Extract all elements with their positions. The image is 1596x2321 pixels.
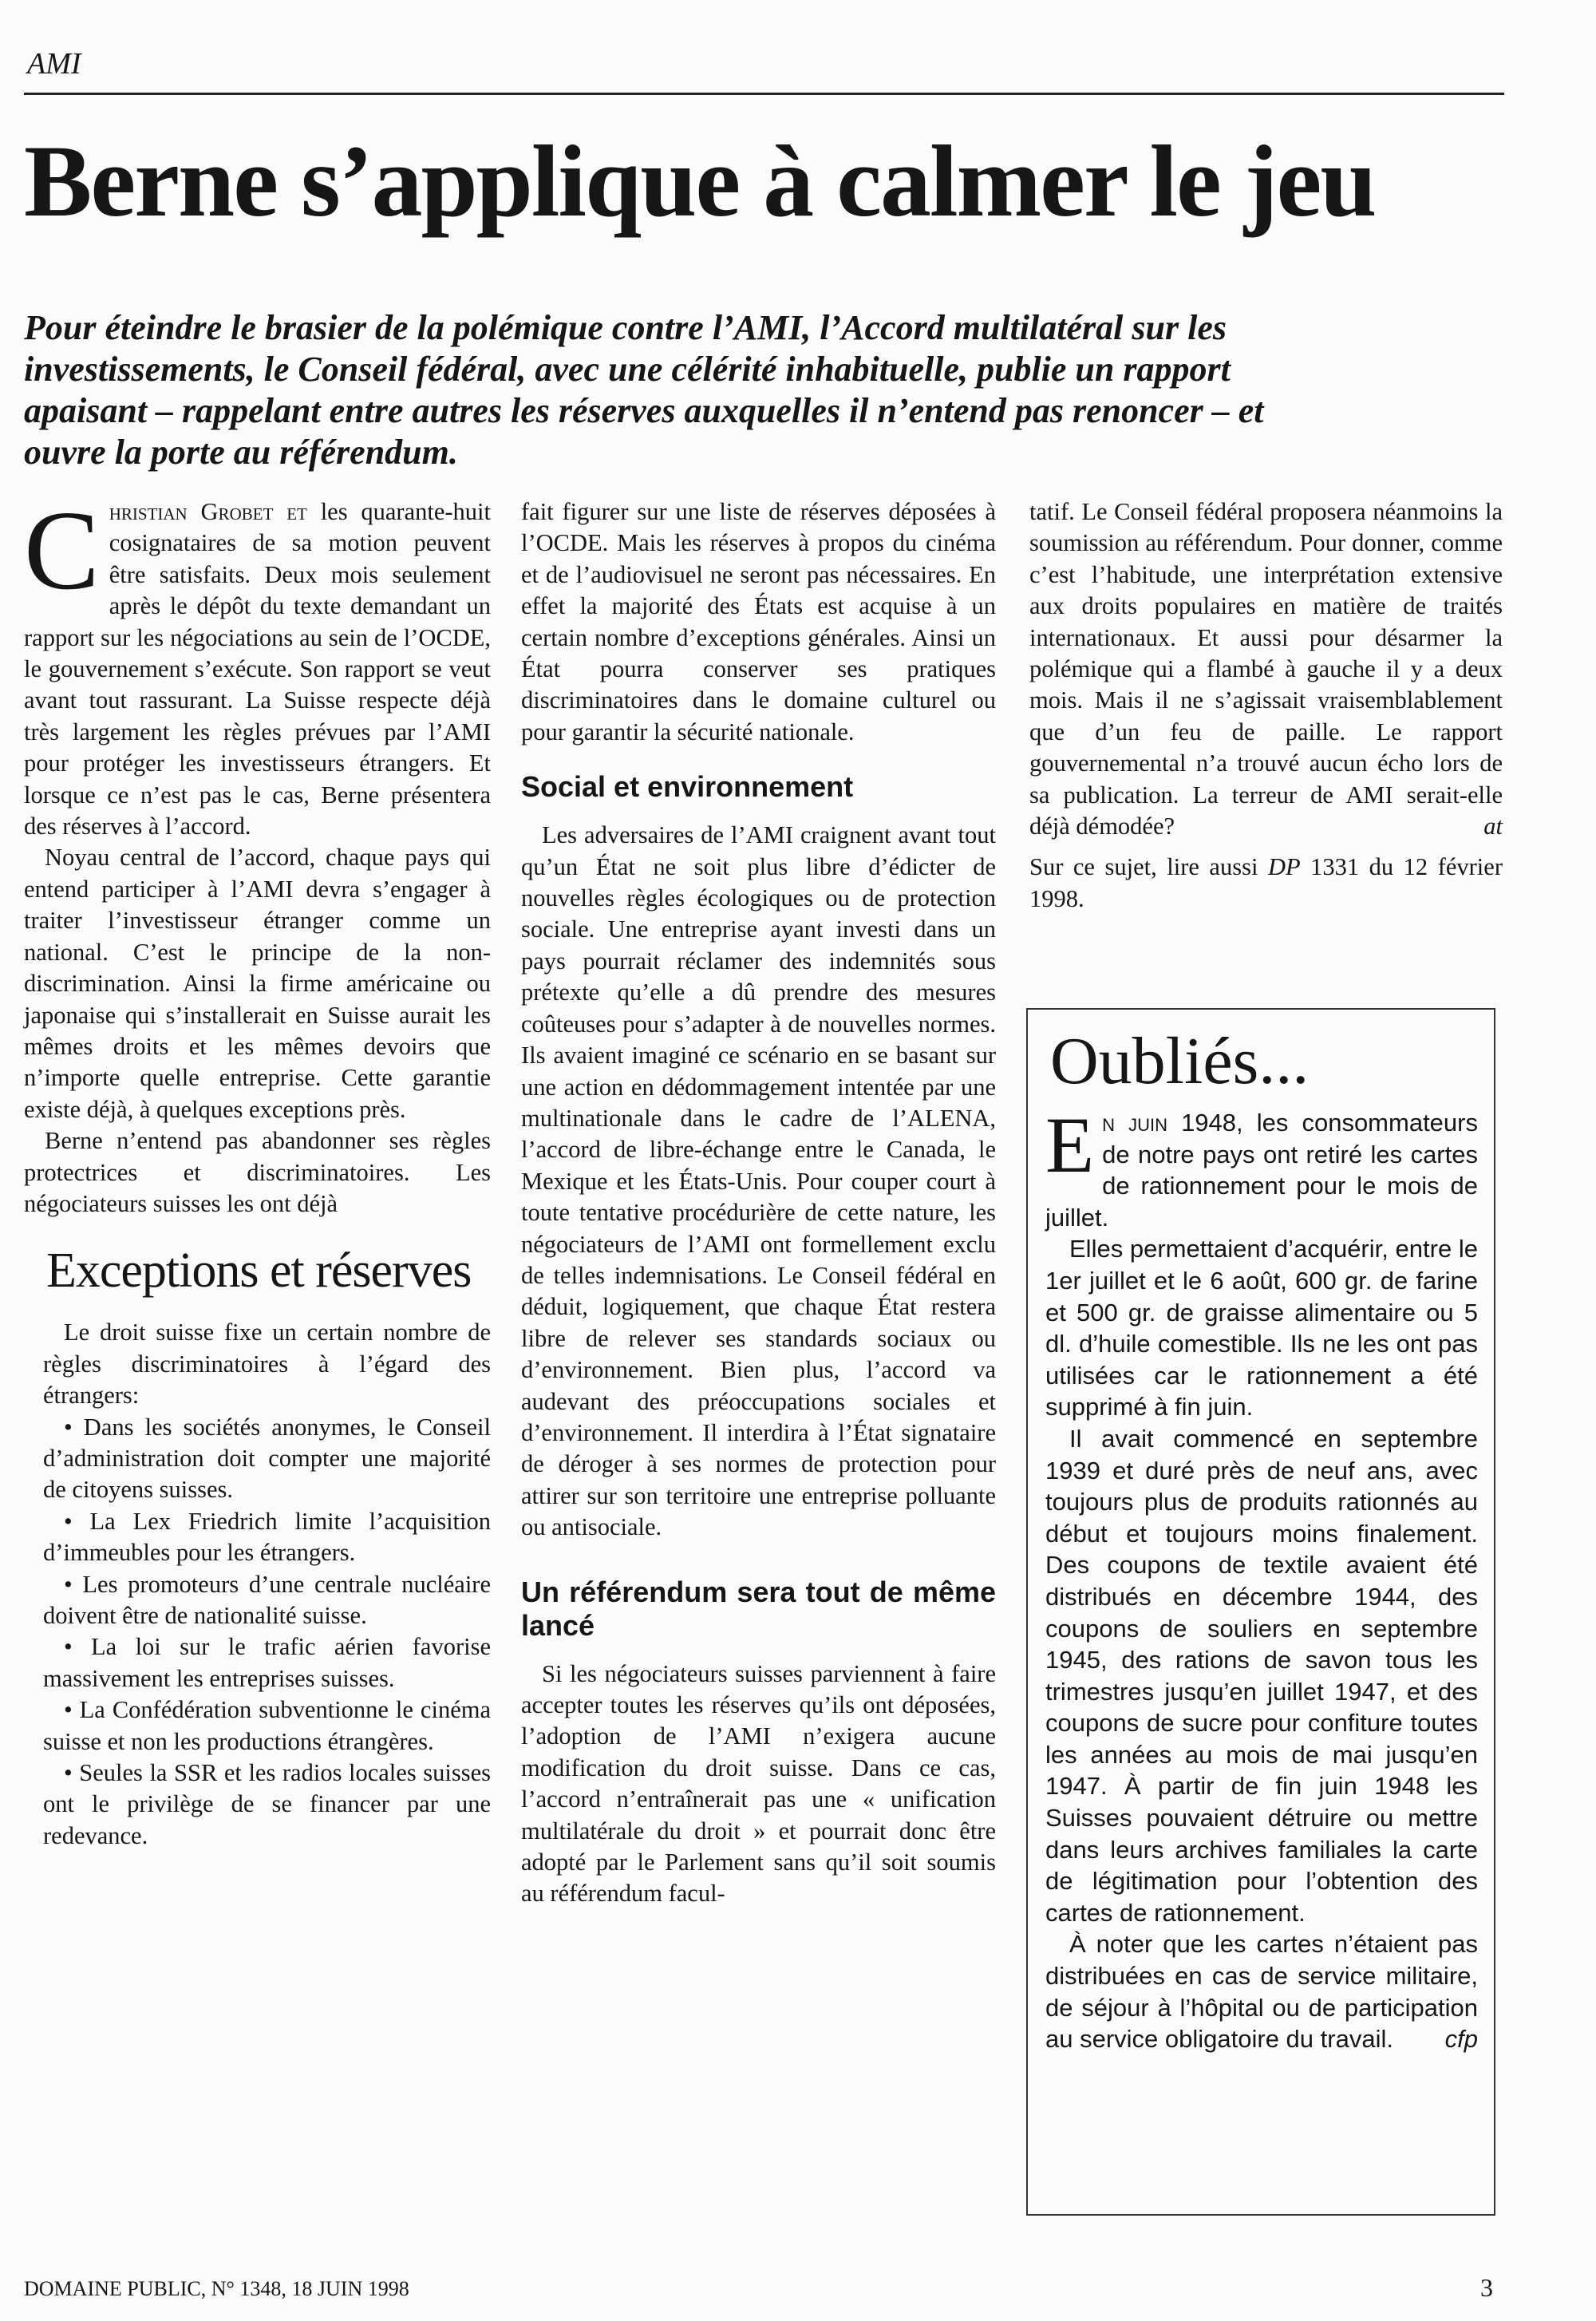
article-paragraph-5-continued-text: tatif. Le Conseil fédéral proposera néanmoins la soumission au référendum. Pour donner, comme c’est l’habitude, une interprétation extensive aux droits populaires en matière de traités internationaux. Et aussi pour désarmer la polémique qui a flambé à gauche il y a deux mois. Mais il ne s’agissait vraisemblablement que d’un feu de paille. Le rapport gouvernemental n’a trouvé aucun écho lors de sa publication. La terreur de AMI serait-elle déjà démodée? bbox=[1029, 498, 1503, 840]
author-name-smallcaps: hristian Grobet et bbox=[109, 498, 307, 525]
box-paragraph-2: Elles permettaient d’acquérir, entre le 1er juillet et le 6 août, 600 gr. de farine et 500 gr. de graisse alimentaire ou 5 dl. d’huile comestible. Ils ne les ont pas utilisées car le rationnement a été supprimé à fin juin. bbox=[1045, 1235, 1478, 1421]
section-rubric: AMI bbox=[27, 47, 81, 81]
box-signature: cfp bbox=[1444, 2025, 1478, 2054]
sidebar-item: • Les promoteurs d’une centrale nucléaire doivent être de nationalité suisse. bbox=[43, 1570, 491, 1629]
reference-publication: DP bbox=[1267, 853, 1301, 881]
box-paragraph-4-text: À noter que les cartes n’étaient pas distribuées en cas de service militaire, de séjour à l’hôpital ou de participation au service obligatoire du travail. bbox=[1045, 1930, 1478, 2054]
top-rule bbox=[24, 93, 1504, 95]
box-paragraph-1-text: 1948, les consommateurs de notre pays ont retiré les cartes de rationnement pour le mois de juillet. bbox=[1045, 1109, 1478, 1232]
sidebar-title: Exceptions et réserves bbox=[46, 1244, 472, 1299]
article-column-2 bbox=[521, 496, 996, 1910]
sidebar-item: • La Confédération subventionne le cinéma suisse et non les productions étrangères. bbox=[43, 1696, 491, 1755]
reference-note-text: Sur ce sujet, lire aussi bbox=[1029, 853, 1268, 881]
sidebar-item: • Dans les sociétés anonymes, le Conseil d’administration doit compter une majorité de citoyens suisses. bbox=[43, 1413, 491, 1504]
article-paragraph-2: Noyau central de l’accord, chaque pays qui entend participer à l’AMI devra s’engager à traiter l’investisseur étranger comme un national. C’est le principe de la non-discrimination. Ainsi la firme américaine ou japonaise qui s’installerait en Suisse aurait les mêmes droits et les mêmes devoirs que n’importe quelle entreprise. Cette garantie existe déjà, à quelques exceptions près. bbox=[24, 844, 491, 1123]
box-title: Oubliés... bbox=[1050, 1024, 1310, 1098]
article-paragraph-5-continued bbox=[1029, 496, 1503, 842]
page-number: 3 bbox=[1480, 2273, 1493, 2302]
drop-cap: C bbox=[24, 487, 100, 613]
sidebar-item: • La loi sur le trafic aérien favorise massivement les entreprises suisses. bbox=[43, 1633, 491, 1692]
footer-publication: DOMAINE PUBLIC, N° 1348, 18 JUIN 1998 bbox=[24, 2277, 409, 2300]
article-paragraph-3-continued: fait figurer sur une liste de réserves déposées à l’OCDE. Mais les réserves à propos du cinéma et de l’audiovisuel ne seront pas nécessaires. En effet la majorité des États est acquise à un certain nombre d’exceptions générales. Ainsi un État pourra conserver ses pratiques discriminatoires dans le domaine culturel ou pour garantir la sécurité nationale. bbox=[521, 498, 996, 745]
reference-note bbox=[1029, 852, 1503, 915]
box-smallcaps: n juin bbox=[1102, 1109, 1167, 1137]
article-paragraph-1 bbox=[24, 487, 491, 842]
article-paragraph-4: Les adversaires de l’AMI craignent avant tout qu’un État ne soit plus libre d’édicter de nouvelles règles écologiques ou de protection sociale. Une entreprise ayant investi dans un pays pourrait réclamer des indemnités sous prétexte qu’elle a dû prendre des mesures coûteuses pour s’adapter à de nouvelles normes. Ils avaient imaginé ce scénario en se basant sur une action en dédommagement intentée par une multinationale dans le cadre de l’ALENA, l’accord de libre-échange entre le Canada, le Mexique et les États-Unis. Pour couper court à toute tentative procédurière de cette nature, les négociateurs de l’AMI ont formellement exclu de telles indemnisations. Le Conseil fédéral en déduit, logiquement, que chaque État restera libre de relever ses standards sociaux ou d’environnement. Bien plus, l’accord va audevant des préoccupations sociales et d’environnement. Il interdira à l’État signataire de déroger à ses normes de protection pour attirer sur son territoire une entreprise polluante ou antisociale. bbox=[521, 821, 996, 1541]
sidebar-item: • Seules la SSR et les radios locales suisses ont le privilège de se financer par une redevance. bbox=[43, 1759, 491, 1849]
sidebar-item: • La Lex Friedrich limite l’acquisition d’immeubles pour les étrangers. bbox=[43, 1507, 491, 1567]
author-signature: at bbox=[1483, 813, 1503, 840]
article-paragraph-1-text: les quarante-huit cosignataires de sa motion peuvent être satisfaits. Deux mois seulement après le dépôt du texte demandant un rapport sur les négociations au sein de l’OCDE, le gouvernement s’exécute. Son rapport se veut avant tout rassurant. La Suisse respecte déjà très largement les règles prévues par l’AMI pour protéger les investisseurs étrangers. Et lorsque ce n’est pas le cas, Berne présentera des réserves à l’accord. bbox=[24, 498, 491, 840]
article-paragraph-5: Si les négociateurs suisses parviennent à faire accepter toutes les réserves qu’ils ont déposées, l’adoption de l’AMI n’exigera aucune modification du droit suisse. Dans ce cas, l’accord n’entraînerait pas une « unification multilatérale du droit » et pourrait donc être adopté par le Parlement sans qu’il soit soumis au référendum facul- bbox=[521, 1659, 996, 1908]
subheading-referendum: Un référendum sera tout de même lancé bbox=[521, 1575, 996, 1642]
box-oublies bbox=[1026, 1008, 1495, 2216]
article-column-1 bbox=[24, 487, 491, 1852]
sidebar-intro: Le droit suisse fixe un certain nombre de règles discriminatoires à l’égard des étrangers: bbox=[43, 1319, 491, 1410]
lede: Pour éteindre le brasier de la polémique contre l’AMI, l’Accord multilatéral sur les investissements, le Conseil fédéral, avec une célérité inhabituelle, publie un rapport apaisant – rappelant entre autres les réserves auxquelles il n’entend pas renoncer – et ouvre la porte au référendum. bbox=[24, 308, 1264, 472]
box-text bbox=[1045, 1101, 1478, 2055]
subheading-social: Social et environnement bbox=[521, 770, 854, 804]
box-paragraph-1 bbox=[1045, 1101, 1478, 1233]
sidebar-exceptions bbox=[24, 1317, 491, 1852]
box-drop-cap: E bbox=[1045, 1101, 1095, 1189]
article-paragraph-3: Berne n’entend pas abandonner ses règles protectrices et discriminatoires. Les négociateurs suisses les ont déjà bbox=[24, 1127, 491, 1217]
reference-note-date: 1331 du 12 février 1998. bbox=[1029, 853, 1503, 912]
box-paragraph-3: Il avait commencé en septembre 1939 et duré près de neuf ans, avec toujours plus de produits rationnés au début et toujours moins finalement. Des coupons de textile avaient été distribués en décembre 1944, des coupons de souliers en septembre 1945, des rations de savon tous les trimestres jusqu’en juillet 1947, et des coupons de sucre pour confiture toutes les années au mois de mai jusqu’en 1947. À partir de fin juin 1948 les Suisses pouvaient détruire ou mettre dans leurs archives familiales la carte de légitimation pour l’obtention des cartes de rationnement. bbox=[1045, 1424, 1478, 1927]
article-column-3 bbox=[1029, 496, 1503, 915]
headline: Berne s’applique à calmer le jeu bbox=[24, 125, 1376, 238]
box-paragraph-4 bbox=[1045, 1928, 1478, 2054]
